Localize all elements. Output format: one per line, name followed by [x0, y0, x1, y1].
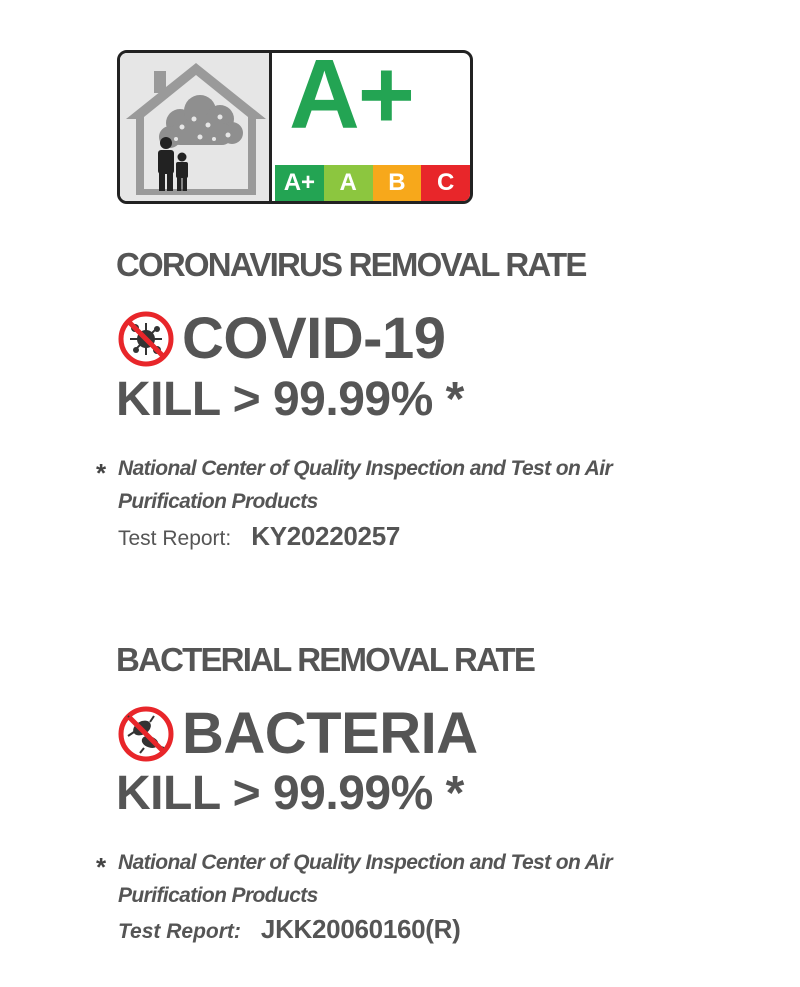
- test-center-reference: National Center of Quality Inspection and Test on Air Purification Products: [118, 457, 613, 513]
- scale-c: C: [421, 165, 470, 201]
- coronavirus-section-title: CORONAVIRUS REMOVAL RATE: [116, 246, 586, 283]
- kill-rate: KILL > 99.99% *: [116, 373, 464, 426]
- scale-a-plus: A+: [275, 165, 324, 201]
- pathogen-name: BACTERIA: [182, 701, 478, 766]
- test-report-code: KY20220257: [251, 521, 401, 551]
- footnote-star: *: [96, 852, 107, 882]
- scale-a: A: [324, 165, 373, 201]
- grade-label: A+: [289, 50, 414, 149]
- grade-panel: [275, 50, 470, 201]
- no-bacteria-icon: [118, 706, 174, 762]
- bacteria-section-title: BACTERIAL REMOVAL RATE: [116, 641, 535, 678]
- covid-row: [118, 306, 446, 371]
- test-report-label: Test Report:: [118, 920, 241, 943]
- pathogen-name: COVID-19: [182, 306, 446, 371]
- test-center-reference: National Center of Quality Inspection and Test on Air Purification Products: [118, 851, 613, 907]
- footnote-star: *: [96, 458, 107, 488]
- no-virus-icon: [118, 311, 174, 367]
- test-report: [118, 521, 400, 552]
- test-report: [118, 914, 461, 945]
- scale-b: B: [373, 165, 422, 201]
- test-report-label: Test Report:: [118, 527, 232, 550]
- bacteria-row: [118, 701, 478, 766]
- house-family-icon: [120, 53, 272, 201]
- kill-rate: KILL > 99.99% *: [116, 767, 464, 820]
- grade-scale: [275, 165, 470, 201]
- test-report-code: JKK20060160(R): [260, 914, 461, 944]
- rating-badge: [117, 50, 473, 204]
